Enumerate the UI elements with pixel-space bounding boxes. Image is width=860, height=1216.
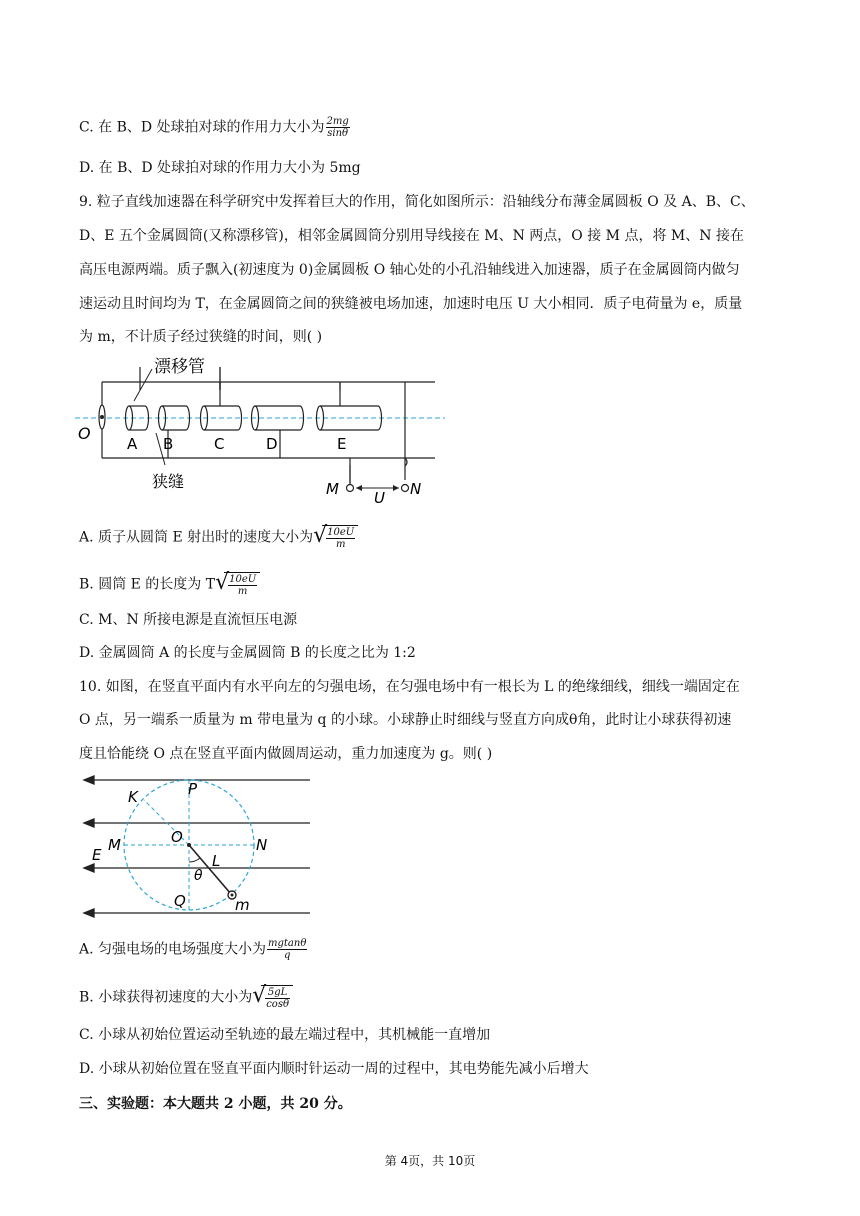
terminal-n	[402, 485, 409, 492]
fraction-denominator: sinθ	[327, 128, 349, 139]
q9-stem-line-2: D、E 五个金属圆筒(又称漂移管)，相邻金属圆筒分别用导线接在 M、N 两点，O 接 M 点，将 M、N 接在	[79, 228, 744, 244]
q9-option-a-text: A. 质子从圆筒 E 射出时的速度大小为	[79, 529, 314, 546]
label-tube-b: B	[163, 435, 174, 453]
q10-option-c: C. 小球从初始位置运动至轨迹的最左端过程中，其机械能一直增加	[79, 1027, 491, 1043]
q8-option-d: D. 在 B、D 处球拍对球的作用力大小为 5mg	[79, 160, 361, 176]
tube-a	[126, 406, 149, 430]
label-tube-e: E	[337, 435, 347, 453]
label-m: M	[326, 480, 339, 498]
q10-option-a	[79, 938, 307, 961]
label-tube-c: C	[214, 435, 225, 453]
q10-field-figure	[78, 770, 318, 925]
fraction-numerator: 2mg	[326, 116, 349, 127]
label-k: K	[128, 788, 138, 806]
q9-accelerator-figure	[70, 355, 450, 505]
label-q: Q	[174, 892, 186, 910]
label-tube-a: A	[127, 435, 138, 453]
q10-option-b-sqrt: √ $\frac{5gL}{\cos\theta}$	[252, 985, 293, 1010]
fraction-numerator: 10eU	[327, 527, 355, 538]
q9-stem-line-3: 高压电源两端。质子飘入(初速度为 0)金属圆板 O 轴心处的小孔沿轴线进入加速器，质子在金属圆筒内做匀	[79, 262, 740, 278]
q8-option-c-fraction	[326, 116, 350, 139]
section-3-heading: 三、实验题：本大题共 2 小题，共 20 分。	[79, 1096, 352, 1112]
q9-option-b-text: B. 圆筒 E 的长度为 T	[79, 576, 216, 593]
q9-option-a-sqrt: √ $\frac{10eU}{m}$	[313, 525, 358, 550]
fraction-denominator: m	[335, 539, 346, 550]
label-drift-tube: 漂移管	[154, 357, 205, 377]
label-tube-d: D	[266, 435, 278, 453]
label-p: P	[188, 780, 198, 798]
fraction-numerator: mgtanθ	[268, 938, 307, 949]
label-o: O	[78, 424, 91, 443]
q9-option-a	[79, 525, 358, 550]
q8-option-c	[79, 116, 350, 139]
fraction-numerator: 5gL	[265, 987, 290, 999]
label-gap: 狭缝	[152, 472, 185, 491]
q9-option-b-sqrt: √ $\frac{10eU}{m}$	[215, 572, 260, 597]
label-e: E	[92, 846, 102, 864]
fraction-denominator: q	[283, 950, 291, 961]
q9-stem-line-1: 9. 粒子直线加速器在科学研究中发挥着巨大的作用，简化如图所示：沿轴线分布薄金属圆板 O 及 A、B、C、	[79, 194, 755, 210]
fraction-denominator: cosθ	[266, 999, 289, 1010]
q10-option-d: D. 小球从初始位置在竖直平面内顺时针运动一周的过程中，其电势能先减小后增大	[79, 1061, 589, 1077]
q9-option-d: D. 金属圆筒 A 的长度与金属圆筒 B 的长度之比为 1:2	[79, 645, 416, 661]
q10-stem-line-1: 10. 如图，在竖直平面内有水平向左的匀强电场，在匀强电场中有一根长为 L 的绝缘细线，细线一端固定在	[79, 679, 740, 695]
q10-stem-line-2: O 点，另一端系一质量为 m 带电量为 q 的小球。小球静止时细线与竖直方向成θ角，此时让小球获得初速	[79, 712, 732, 728]
q10-option-a-fraction	[267, 938, 307, 961]
q10-option-b	[79, 985, 293, 1010]
q10-option-a-text: A. 匀强电场的电场强度大小为	[79, 941, 267, 958]
label-o: O	[171, 828, 183, 846]
q9-option-b	[79, 572, 260, 597]
q10-option-b-text: B. 小球获得初速度的大小为	[79, 989, 253, 1006]
label-u: U	[374, 489, 385, 505]
label-theta: θ	[194, 868, 203, 884]
label-n: N	[410, 480, 422, 498]
q10-stem-line-3: 度且恰能绕 O 点在竖直平面内做圆周运动，重力加速度为 g。则( )	[79, 746, 493, 762]
terminal-m	[347, 485, 354, 492]
q9-stem-line-5: 为 m，不计质子经过狭缝的时间，则( )	[79, 329, 323, 345]
q8-option-c-text: C. 在 B、D 处球拍对球的作用力大小为	[79, 119, 325, 136]
fraction-numerator: 10eU	[229, 574, 257, 585]
page-footer: 第 4页，共 10页	[384, 1154, 476, 1168]
label-l: L	[212, 852, 221, 870]
fraction-denominator: m	[237, 586, 248, 597]
q9-stem-line-4: 速运动且时间均为 T，在金属圆筒之间的狭缝被电场加速，加速时电压 U 大小相同．质子电荷量为 e，质量	[79, 296, 743, 312]
label-m: M	[108, 836, 121, 854]
q9-option-c: C. M、N 所接电源是直流恒压电源	[79, 612, 298, 628]
label-mass: m	[235, 896, 250, 914]
label-n: N	[256, 836, 268, 854]
